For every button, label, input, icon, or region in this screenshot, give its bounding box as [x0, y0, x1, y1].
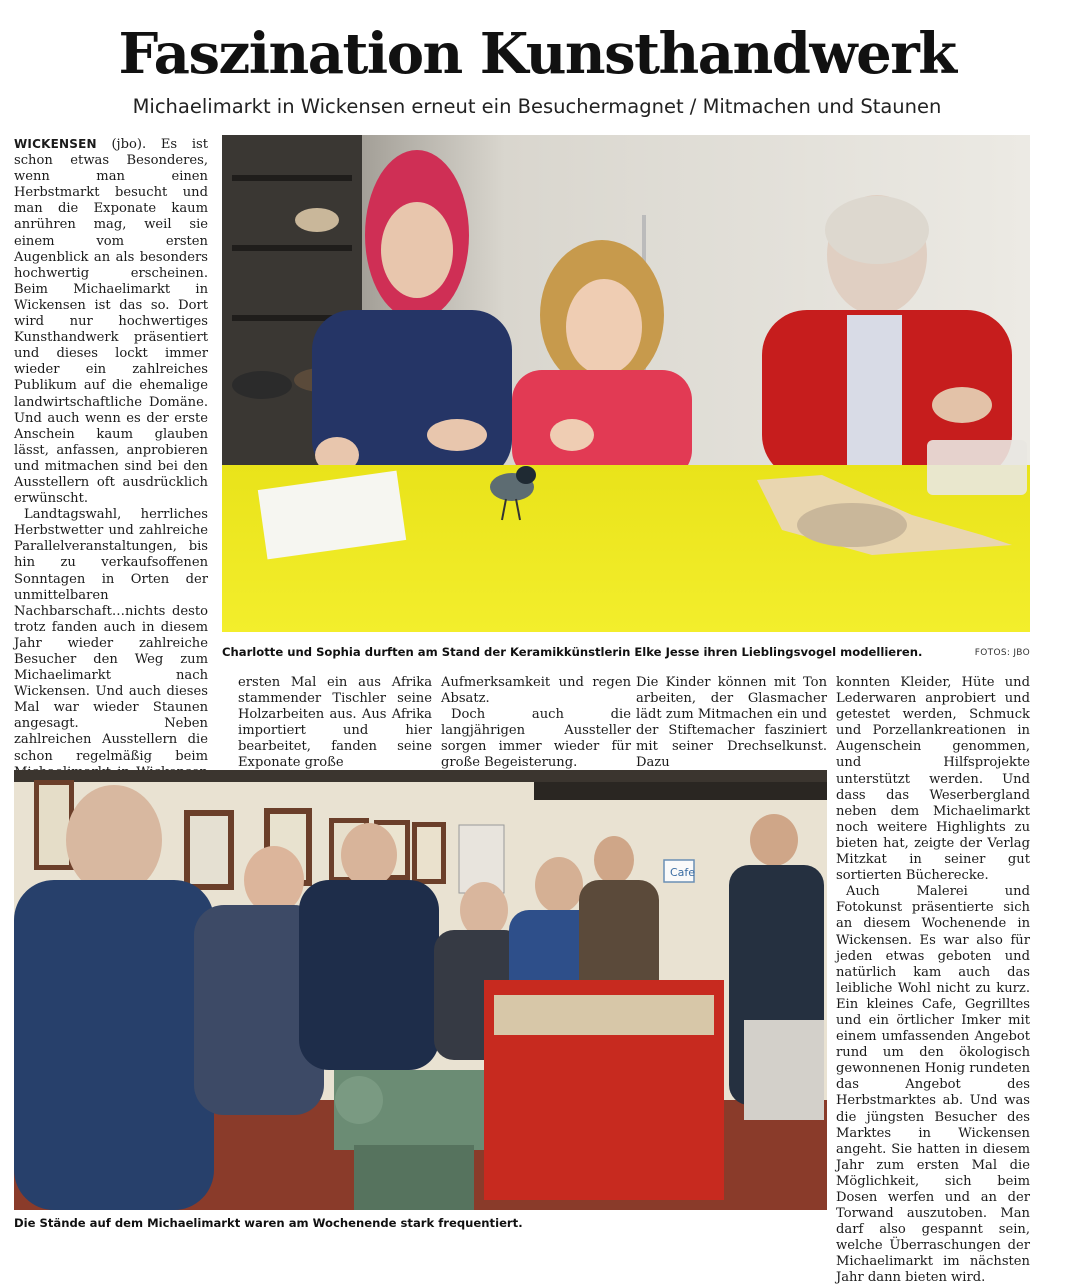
article-column-1 — [14, 136, 209, 764]
photo-caption-1: Charlotte und Sophia durften am Stand der Keramikkünstlerin Elke Jesse ihren Lieblingsvogel modellieren. — [222, 645, 923, 659]
article-column-2 — [238, 675, 432, 771]
photo-caption-2: Die Stände auf dem Michaelimarkt waren am Wochenende stark frequentiert. — [14, 1216, 523, 1230]
column-3-text-b: Doch auch die langjährigen Aussteller sorgen immer wieder für große Begeisterung. — [441, 707, 631, 771]
dateline: WICKENSEN — [14, 137, 97, 151]
subheadline: Michaelimarkt in Wickensen erneut ein Besuchermagnet / Mitmachen und Staunen — [132, 95, 942, 118]
photo-market-visitors-image — [14, 770, 827, 1210]
paragraph-2: Landtagswahl, herrliches Herbstwetter und zahlreiche Parallelveranstaltungen, bis hin zu verkaufsoffenen Sonntagen in Orten der unmittelbaren Nachbarschaft…nichts desto trotz fanden auch in diesem Jahr wieder zahlreiche Besucher den Weg zum Michaelimarkt nach Wickensen. Und auch dieses Mal war wieder Staunen angesagt. Neben zahlreichen Ausstellern die schon regelmäßig beim — [14, 507, 208, 764]
byline: (jbo). — [96, 137, 161, 152]
photo-market-visitors — [14, 770, 827, 1210]
column-4-text: Die Kinder können mit Ton arbeiten, der Glasmacher lädt zum Mitmachen ein und der Stiftemacher fasziniert mit seiner Drechselkunst. Dazu — [636, 675, 827, 771]
cafe-sign: Cafe — [670, 866, 696, 879]
photo-credit: FOTOS: JBO — [974, 648, 1030, 658]
headline: Faszination Kunsthandwerk — [118, 21, 956, 87]
paragraph-1 — [14, 136, 208, 507]
column-5-text-a: konnten Kleider, Hüte und Lederwaren anprobiert und getestet werden, Schmuck und Porzellankreationen in Augenschein genommen, und Hilfsprojekte unterstützt werden. Und dass das Weserbergland neben dem Michaelimarkt noch weitere Highlights zu bieten hat, zeigte der Verlag Mitzkat in seiner gut sortierten Büchereckе. — [836, 675, 1030, 884]
article-column-4 — [636, 675, 827, 771]
article-column-5 — [836, 675, 1030, 1286]
column-3-text-a: Aufmerksamkeit und regen Absatz. — [441, 675, 631, 707]
paragraph-1-text: Es ist schon etwas Besonderes, wenn man einen Herbstmarkt besucht und man die Exponate kaum anrühren mag, weil sie einem vom ersten Augenblick an als besonders hochwertig erscheinen. Beim Michaelimarkt in Wickensen ist das so. Dort wird nur hochwertiges Kunsthandwerk präsentiert und dieses lockt immer wieder ein zahlreiches Publikum auf die ehemalige landwirtschaftliche Domäne. Und auch wenn es der erste Anschein kaum glauben lässt, anfassen, anprobieren und mitmachen sind bei den Ausstellern oft ausdrücklich erwünscht. — [14, 137, 209, 507]
photo-children-ceramics — [222, 135, 1030, 632]
column-2-text: ersten Mal ein aus Afrika stammender Tischler seine Holzarbeiten aus. Aus Afrika importiert und hier bearbeitet, fanden seine Exponate große — [238, 675, 432, 771]
column-5-text-b: Auch Malerei und Fotokunst präsentierte sich an diesem Wochenende in Wickensen. Es war also für jeden etwas geboten und natürlich kam auch das leibliche Wohl nicht zu kurz. Ein kleines Cafe, Gegrilltes und ein örtlicher Imker mit einem umfassenden Angebot rund um den ökologisch gewonnenen Honig rundeten das Angebot des Herbstmarktes ab. Und was die jüngsten Besucher des Marktes in Wickensen angeht. Sie hatten in diesem Jahr zum ersten Mal die Möglichkeit, sich beim Dosen werfen und an der Torwand auszutoben. Man darf also gespannt sein, welche Überraschungen der Michaelimarkt im nächsten Jahr dann bieten wird. — [836, 884, 1030, 1286]
photo-children-ceramics-image — [222, 135, 1030, 632]
article-column-3 — [441, 675, 631, 771]
